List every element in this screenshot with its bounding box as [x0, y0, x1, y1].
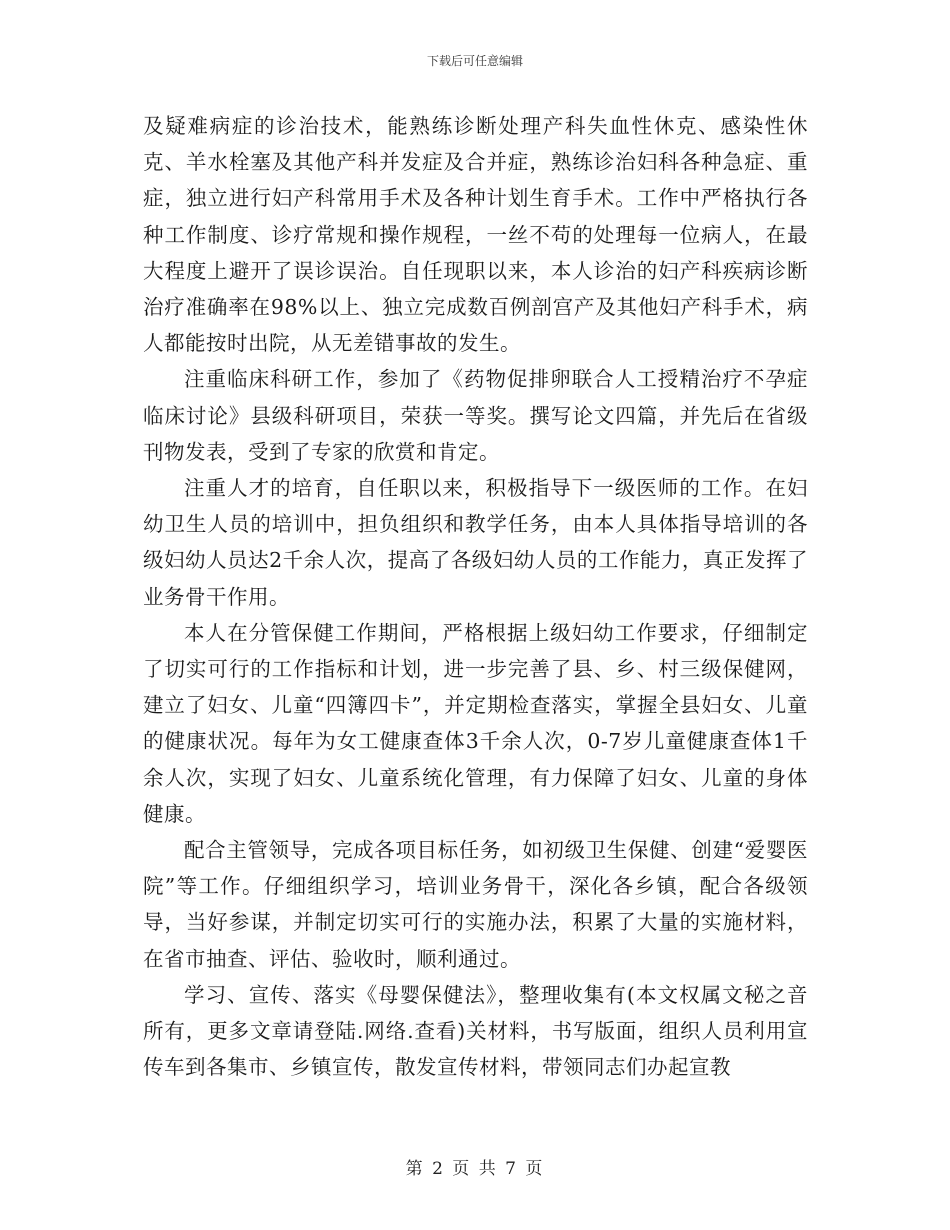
paragraph-4: 本人在分管保健工作期间，严格根据上级妇幼工作要求，仔细制定了切实可行的工作指标和计划，进一步完善了县、乡、村三级保健网，建立了妇女、儿童“四簿四卡”，并定期检查落实，掌握全县妇女、儿童的健康状况。每年为女工健康查体3千余人次，0-7岁儿童健康查体1千余人次，实现了妇女、儿童系统化管理，有力保障了妇女、儿童的身体健康。	[143, 620, 808, 826]
paragraph-3: 注重人才的培育，自任职以来，积极指导下一级医师的工作。在妇幼卫生人员的培训中，担负组织和教学任务，由本人具体指导培训的各级妇幼人员达2千余人次，提高了各级妇幼人员的工作能力，真正发挥了业务骨干作用。	[143, 476, 808, 609]
paragraph-2: 注重临床科研工作，参加了《药物促排卵联合人工授精治疗不孕症临床讨论》县级科研项目，荣获一等奖。撰写论文四篇，并先后在省级刊物发表，受到了专家的欣赏和肯定。	[143, 367, 808, 464]
page-header: 下载后可任意编辑	[426, 54, 523, 68]
paragraph-5: 配合主管领导，完成各项目标任务，如初级卫生保健、创建“爱婴医院”等工作。仔细组织学习，培训业务骨干，深化各乡镇，配合各级领导，当好参谋，并制定切实可行的实施办法，积累了大量的实施材料，在省市抽查、评估、验收时，顺利通过。	[143, 838, 808, 971]
paragraph-6: 学习、宣传、落实《母婴保健法》，整理收集有(本文权属文秘之音所有，更多文章请登陆.网络.查看)关材料，书写版面，组织人员利用宣传车到各集市、乡镇宣传，散发宣传材料，带领同志们办起宣教	[143, 982, 808, 1080]
paragraph-1: 及疑难病症的诊治技术，能熟练诊断处理产科失血性休克、感染性休克、羊水栓塞及其他产科并发症及合并症，熟练诊治妇科各种急症、重症，独立进行妇产科常用手术及各种计划生育手术。工作中严格执行各种工作制度、诊疗常规和操作规程，一丝不苟的处理每一位病人，在最大程度上避开了误诊误治。自任现职以来，本人诊治的妇产科疾病诊断治疗准确率在98%以上、独立完成数百例剖宫产及其他妇产科手术，病人都能按时出院，从无差错事故的发生。	[143, 114, 808, 356]
page-number-footer: 第 2 页 共 7 页	[405, 1159, 545, 1179]
document-body	[143, 108, 808, 1085]
